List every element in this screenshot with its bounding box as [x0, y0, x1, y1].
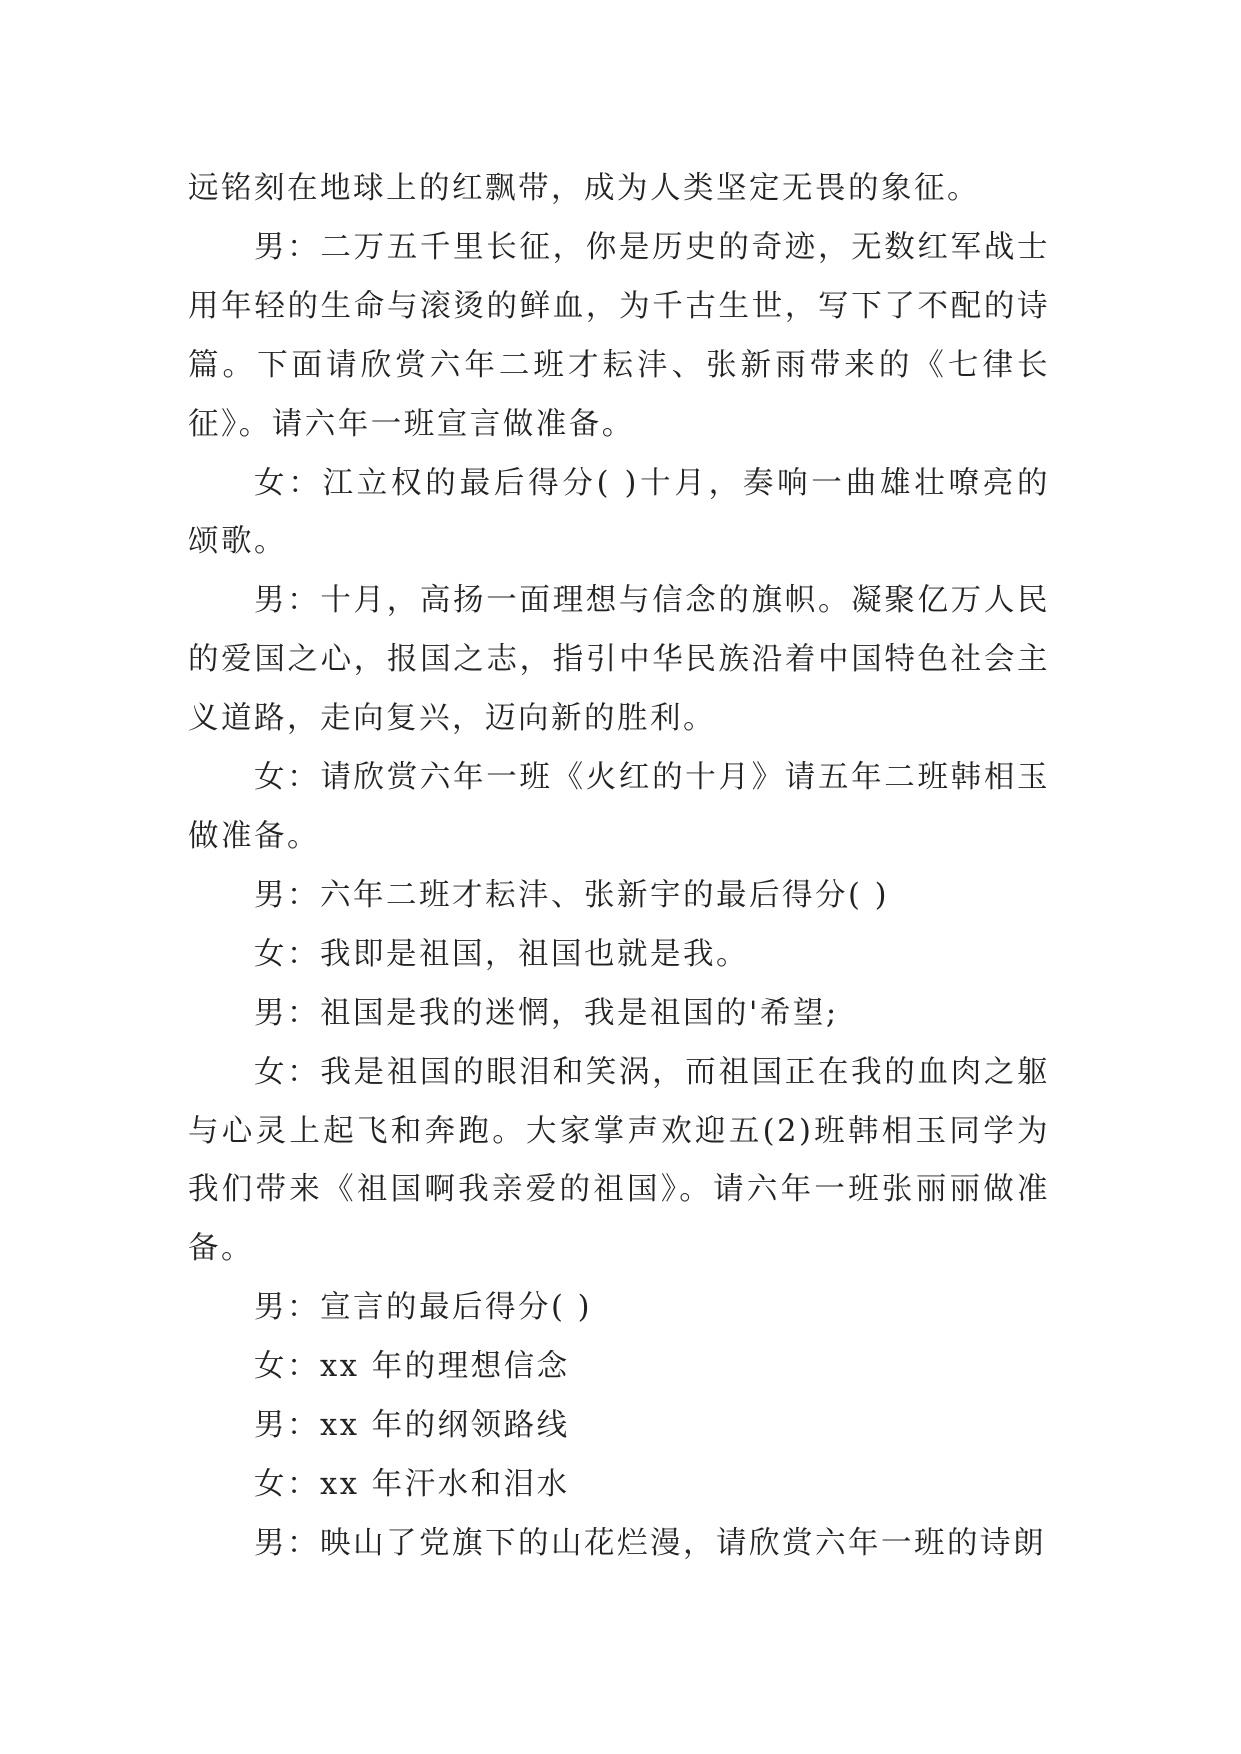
- paragraph-5: 女：请欣赏六年一班《火红的十月》请五年二班韩相玉做准备。: [188, 760, 1050, 854]
- paragraph-13: 女：xx 年汗水和泪水: [254, 1466, 570, 1502]
- paragraph-9: 女：我是祖国的眼泪和笑涡，而祖国正在我的血肉之躯与心灵上起飞和奔跑。大家掌声欢迎五(2)班韩相玉同学为我们带来《祖国啊我亲爱的祖国》。请六年一班张丽丽做准备。: [188, 1054, 1050, 1267]
- paragraph-12: 男：xx 年的纲领路线: [254, 1408, 570, 1444]
- paragraph-2: 男：二万五千里长征，你是历史的奇迹，无数红军战士用年轻的生命与滚烫的鲜血，为千古生世，写下了不配的诗篇。下面请欣赏六年二班才耘沣、张新雨带来的《七律长征》。请六年一班宣言做准备。: [188, 229, 1050, 442]
- paragraph-4: 男：十月，高扬一面理想与信念的旗帜。凝聚亿万人民的爱国之心，报国之志，指引中华民族沿着中国特色社会主义道路，走向复兴，迈向新的胜利。: [188, 583, 1050, 737]
- paragraph-7: 女：我即是祖国，祖国也就是我。: [254, 936, 749, 972]
- paragraph-11: 女：xx 年的理想信念: [254, 1349, 570, 1385]
- paragraph-10: 男：宣言的最后得分( ): [254, 1290, 592, 1326]
- paragraph-6: 男：六年二班才耘沣、张新宇的最后得分( ): [254, 877, 889, 913]
- document-body: [188, 160, 1050, 1574]
- paragraph-14: 男：映山了党旗下的山花烂漫，请欣赏六年一班的诗朗: [254, 1525, 1046, 1561]
- paragraph-3: 女：江立权的最后得分( )十月，奏响一曲雄壮嘹亮的颂歌。: [188, 465, 1050, 560]
- paragraph-1: 远铭刻在地球上的红飘带，成为人类坚定无畏的象征。: [188, 171, 980, 206]
- paragraph-8: 男：祖国是我的迷惘，我是祖国的'希望;: [254, 995, 839, 1031]
